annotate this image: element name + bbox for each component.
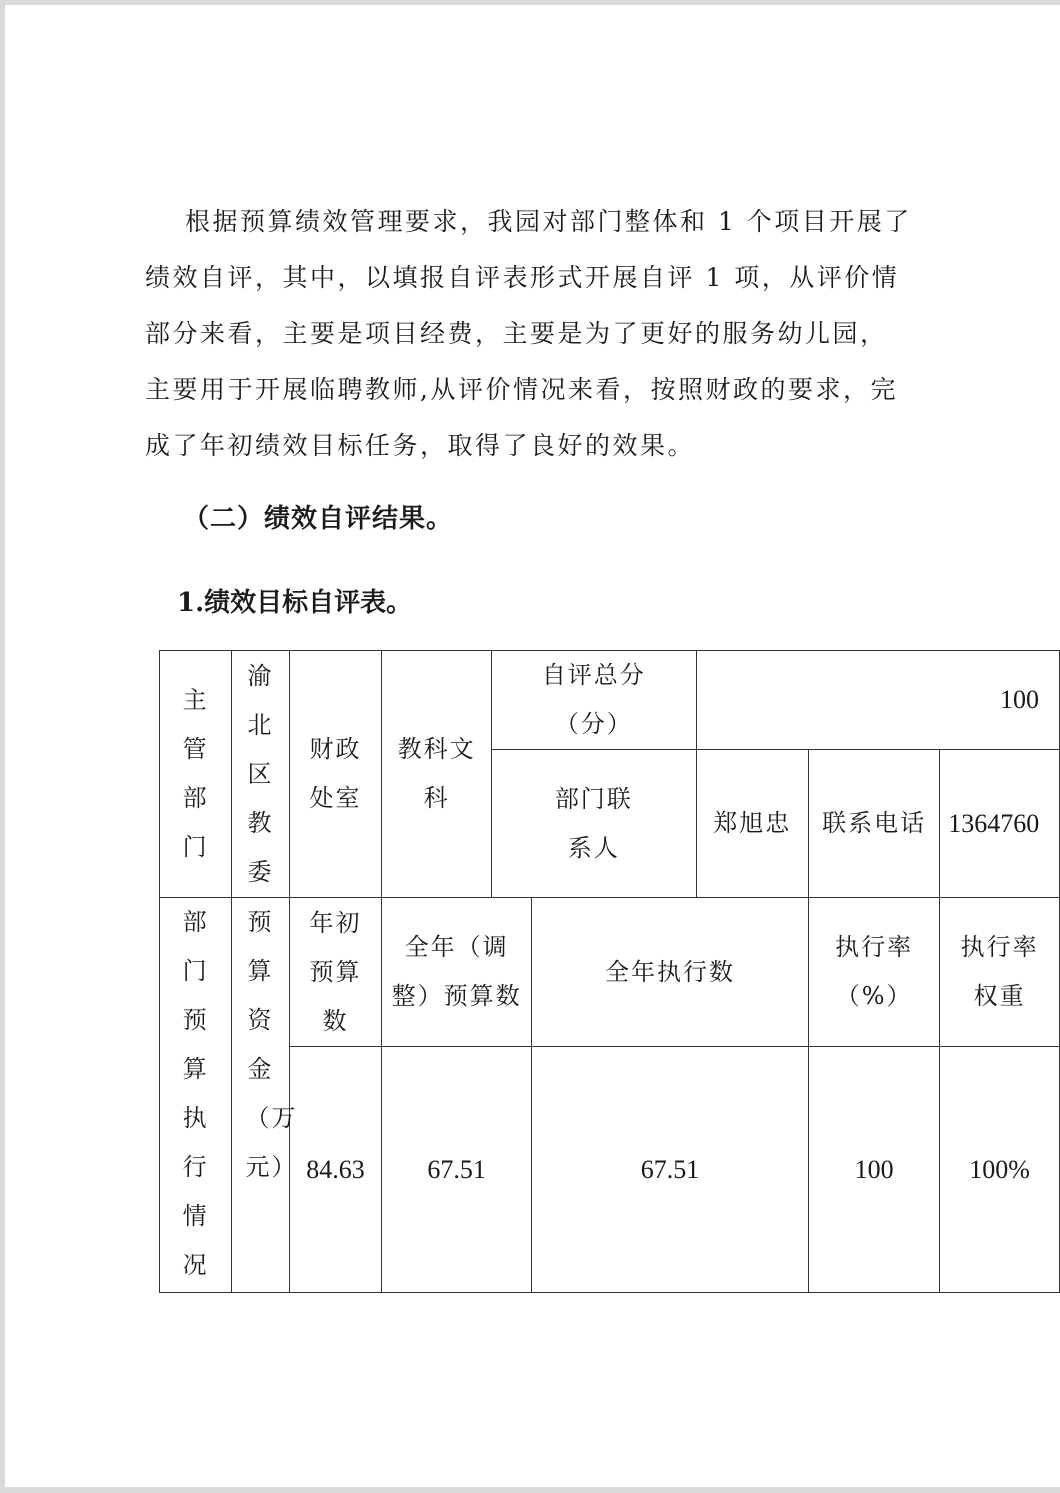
intro-line-1: 根据预算绩效管理要求，我园对部门整体和 1 个项目开展了 bbox=[185, 207, 912, 236]
executed-label: 全年执行数 bbox=[605, 957, 736, 986]
document-page bbox=[5, 5, 1060, 1487]
funds-label: 预算资金（万元） bbox=[245, 908, 298, 1181]
score-label-cell bbox=[492, 651, 696, 750]
funds-label-cell bbox=[232, 898, 298, 1293]
intro-line-5: 成了年初绩效目标任务，取得了良好的效果。 bbox=[145, 431, 696, 460]
office-name-cell bbox=[382, 651, 492, 898]
exec-label: 部门预算执行情况 bbox=[182, 908, 209, 1279]
exec-rate-cell bbox=[809, 1047, 940, 1293]
office-label-cell bbox=[289, 651, 381, 898]
contact-name: 郑旭忠 bbox=[713, 809, 792, 837]
score-label: 自评总分（分） bbox=[541, 661, 646, 738]
results-heading: （二）绩效自评结果。 bbox=[183, 504, 454, 534]
exec-rate-label: 执行率（%） bbox=[835, 933, 914, 1010]
dept-label: 主管部门 bbox=[182, 686, 209, 861]
office-name: 教科文科 bbox=[397, 735, 476, 812]
intro-line-4: 主要用于开展临聘教师,从评价情况来看，按照财政的要求，完 bbox=[145, 375, 898, 404]
phone-value: 1364760 bbox=[948, 808, 1040, 838]
adjusted-budget-value: 67.51 bbox=[427, 1154, 486, 1184]
exec-weight-label-cell bbox=[940, 898, 1060, 1047]
dept-label-cell bbox=[160, 651, 232, 898]
contact-label: 部门联系人 bbox=[554, 784, 633, 862]
score-value: 100 bbox=[1000, 685, 1039, 714]
executed-label-cell bbox=[532, 898, 809, 1047]
exec-weight-value: 100% bbox=[969, 1154, 1030, 1184]
adjusted-budget-cell bbox=[382, 1047, 532, 1293]
score-value-cell bbox=[696, 651, 1059, 750]
contact-label-cell bbox=[492, 750, 696, 898]
intro-paragraph bbox=[145, 194, 945, 474]
exec-weight-cell bbox=[940, 1047, 1060, 1293]
adjusted-budget-label: 全年（调整）预算数 bbox=[391, 933, 522, 1010]
initial-budget-value: 84.63 bbox=[306, 1154, 365, 1184]
office-label: 财政处室 bbox=[309, 735, 362, 812]
phone-value-cell bbox=[940, 750, 1060, 898]
initial-budget-cell bbox=[289, 1047, 381, 1293]
adjusted-budget-label-cell bbox=[382, 898, 532, 1047]
exec-weight-label: 执行率权重 bbox=[960, 933, 1039, 1010]
dept-name-cell bbox=[232, 651, 290, 898]
executed-cell bbox=[532, 1047, 809, 1293]
exec-label-cell bbox=[160, 898, 232, 1293]
exec-rate-label-cell bbox=[809, 898, 940, 1047]
initial-budget-label: 年初预算数 bbox=[309, 908, 362, 1035]
exec-rate-value: 100 bbox=[854, 1154, 894, 1184]
contact-name-cell bbox=[696, 750, 809, 898]
phone-label: 联系电话 bbox=[822, 809, 927, 837]
initial-budget-label-cell bbox=[289, 898, 381, 1047]
dept-name: 渝北区教委 bbox=[247, 661, 274, 886]
intro-line-2: 绩效自评，其中，以填报自评表形式开展自评 1 项，从评价情 bbox=[145, 263, 900, 292]
phone-label-cell bbox=[809, 750, 940, 898]
evaluation-table bbox=[159, 650, 1060, 1293]
executed-value: 67.51 bbox=[640, 1154, 700, 1184]
table-heading: 1.绩效目标自评表。 bbox=[177, 588, 413, 618]
intro-line-3: 部分来看，主要是项目经费，主要是为了更好的服务幼儿园， bbox=[145, 319, 888, 348]
